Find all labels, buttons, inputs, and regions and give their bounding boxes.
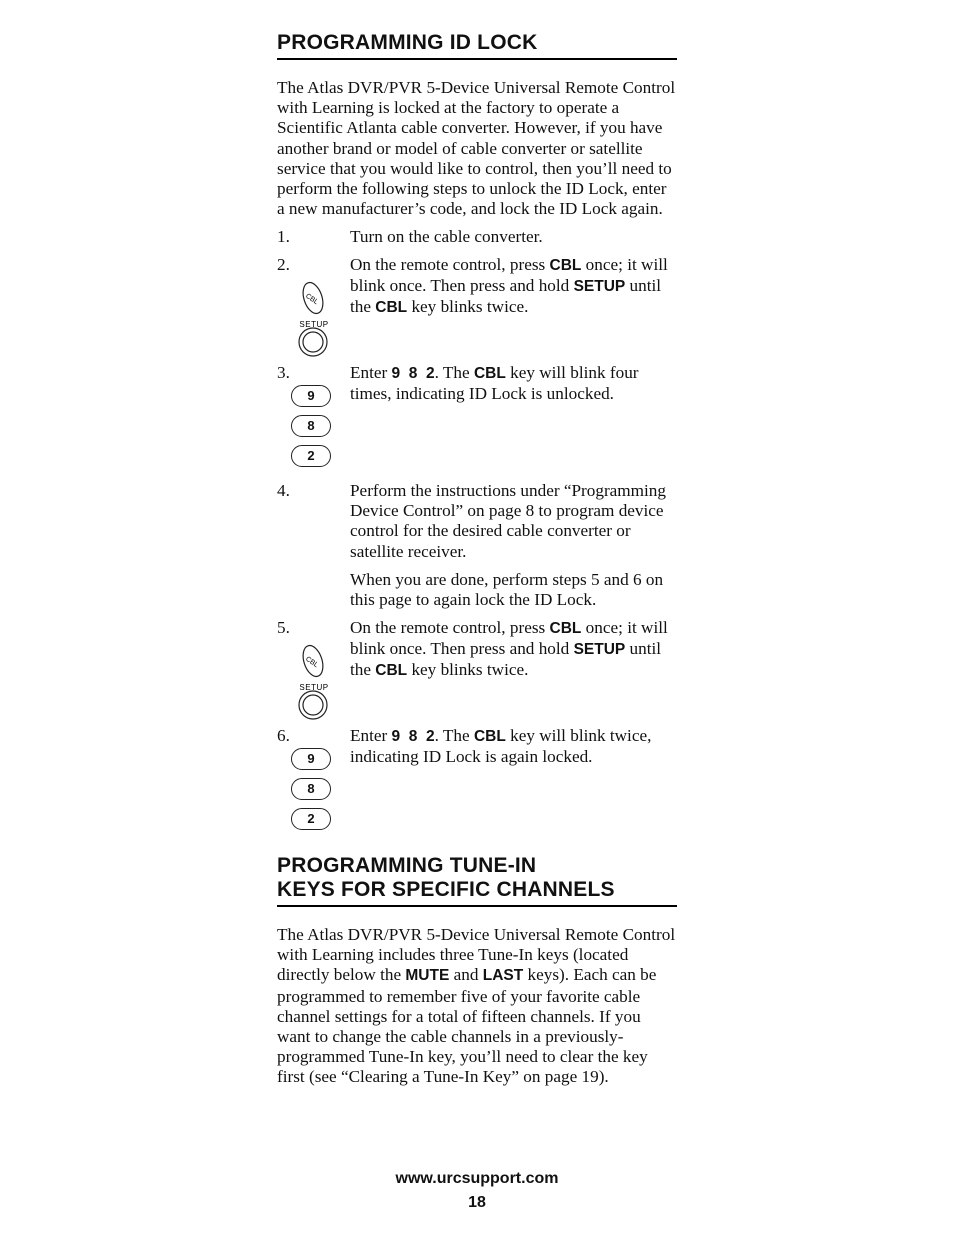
step-text: Perform the instructions under “Programming Device Control” on page 8 to program device control for the desired cable converter or satellite receiver. [350, 481, 666, 561]
step-4 [277, 481, 677, 610]
heading-text: PROGRAMMING ID LOCK [277, 31, 538, 54]
number-keys-icon [291, 748, 335, 838]
cbl-setup-keys-icon [293, 279, 337, 361]
step-text-note: When you are done, perform steps 5 and 6 on this page to again lock the ID Lock. [350, 569, 664, 610]
key-8-icon: 8 [291, 415, 331, 437]
key-9-icon: 9 [291, 748, 331, 770]
step-number: 6. [277, 726, 290, 745]
page-number: 18 [468, 1194, 486, 1211]
step-number: 4. [277, 481, 290, 500]
step-text: Turn on the cable converter. [350, 227, 543, 246]
setup-icon-label: SETUP [299, 320, 329, 329]
number-keys-icon [291, 385, 335, 475]
key-label-cbl: CBL [375, 662, 408, 680]
key-label-last: LAST [482, 967, 524, 985]
step-text: Enter 9 8 2. The CBL key will blink four times, indicating ID Lock is unlocked. [350, 363, 639, 404]
key-sequence: 9 8 2 [391, 365, 435, 382]
step-text: On the remote control, press CBL once; it will blink once. Then press and hold SETUP until the CBL key blinks twice. [350, 618, 668, 680]
intro-paragraph: The Atlas DVR/PVR 5-Device Universal Remote Control with Learning is locked at the factory to operate a Scientific Atlanta cable converter. However, if you have another brand or model of cable converter or satellite service that you would like to control, then you’ll need to perform the following steps to unlock the ID Lock, enter a new manufacturer’s code, and lock the ID Lock again. [277, 78, 676, 219]
step-3 [277, 363, 677, 473]
key-2-icon: 2 [291, 808, 331, 830]
step-text: Enter 9 8 2. The CBL key will blink twice, indicating ID Lock is again locked. [350, 726, 652, 767]
key-sequence: 9 8 2 [391, 728, 435, 745]
step-6 [277, 726, 677, 836]
key-label-cbl: CBL [549, 257, 582, 274]
key-label-cbl: CBL [473, 365, 506, 382]
cbl-icon-label: CBL [304, 292, 320, 307]
section-heading-tune-in [277, 854, 677, 907]
key-label-setup: SETUP [573, 641, 626, 659]
step-number: 1. [277, 227, 290, 246]
key-9-icon: 9 [291, 385, 331, 407]
step-number: 2. [277, 255, 290, 274]
step-5 [277, 618, 677, 723]
cbl-icon-label: CBL [304, 655, 320, 670]
step-text: On the remote control, press CBL once; it will blink once. Then press and hold SETUP until the CBL key blinks twice. [350, 255, 668, 317]
tune-in-paragraph: The Atlas DVR/PVR 5-Device Universal Remote Control with Learning includes three Tune-In keys (located directly below the MUTE and LAST keys). Each can be programmed to remember five of your favorite cable channel settings for a total of fifteen channels. If you want to change the cable channels in a previously-programmed Tune-In key, you’ll need to clear the key first (see “Clearing a Tune-In Key” on page 19). [277, 925, 676, 1087]
step-number: 5. [277, 618, 290, 637]
cbl-setup-keys-icon [293, 642, 337, 724]
key-label-cbl: CBL [375, 299, 408, 317]
key-label-cbl: CBL [473, 728, 506, 745]
key-label-setup: SETUP [573, 278, 626, 296]
step-1 [277, 227, 677, 247]
step-number: 3. [277, 363, 290, 382]
heading-line-2: KEYS FOR SPECIFIC CHANNELS [277, 878, 615, 901]
key-8-icon: 8 [291, 778, 331, 800]
key-2-icon: 2 [291, 445, 331, 467]
heading-line-1: PROGRAMMING TUNE-IN [277, 854, 537, 877]
section-heading-id-lock [277, 31, 677, 60]
setup-icon-label: SETUP [299, 683, 329, 692]
footer-url: www.urcsupport.com [395, 1170, 559, 1187]
key-label-cbl: CBL [549, 620, 582, 637]
key-label-mute: MUTE [405, 967, 450, 985]
step-2 [277, 255, 677, 360]
